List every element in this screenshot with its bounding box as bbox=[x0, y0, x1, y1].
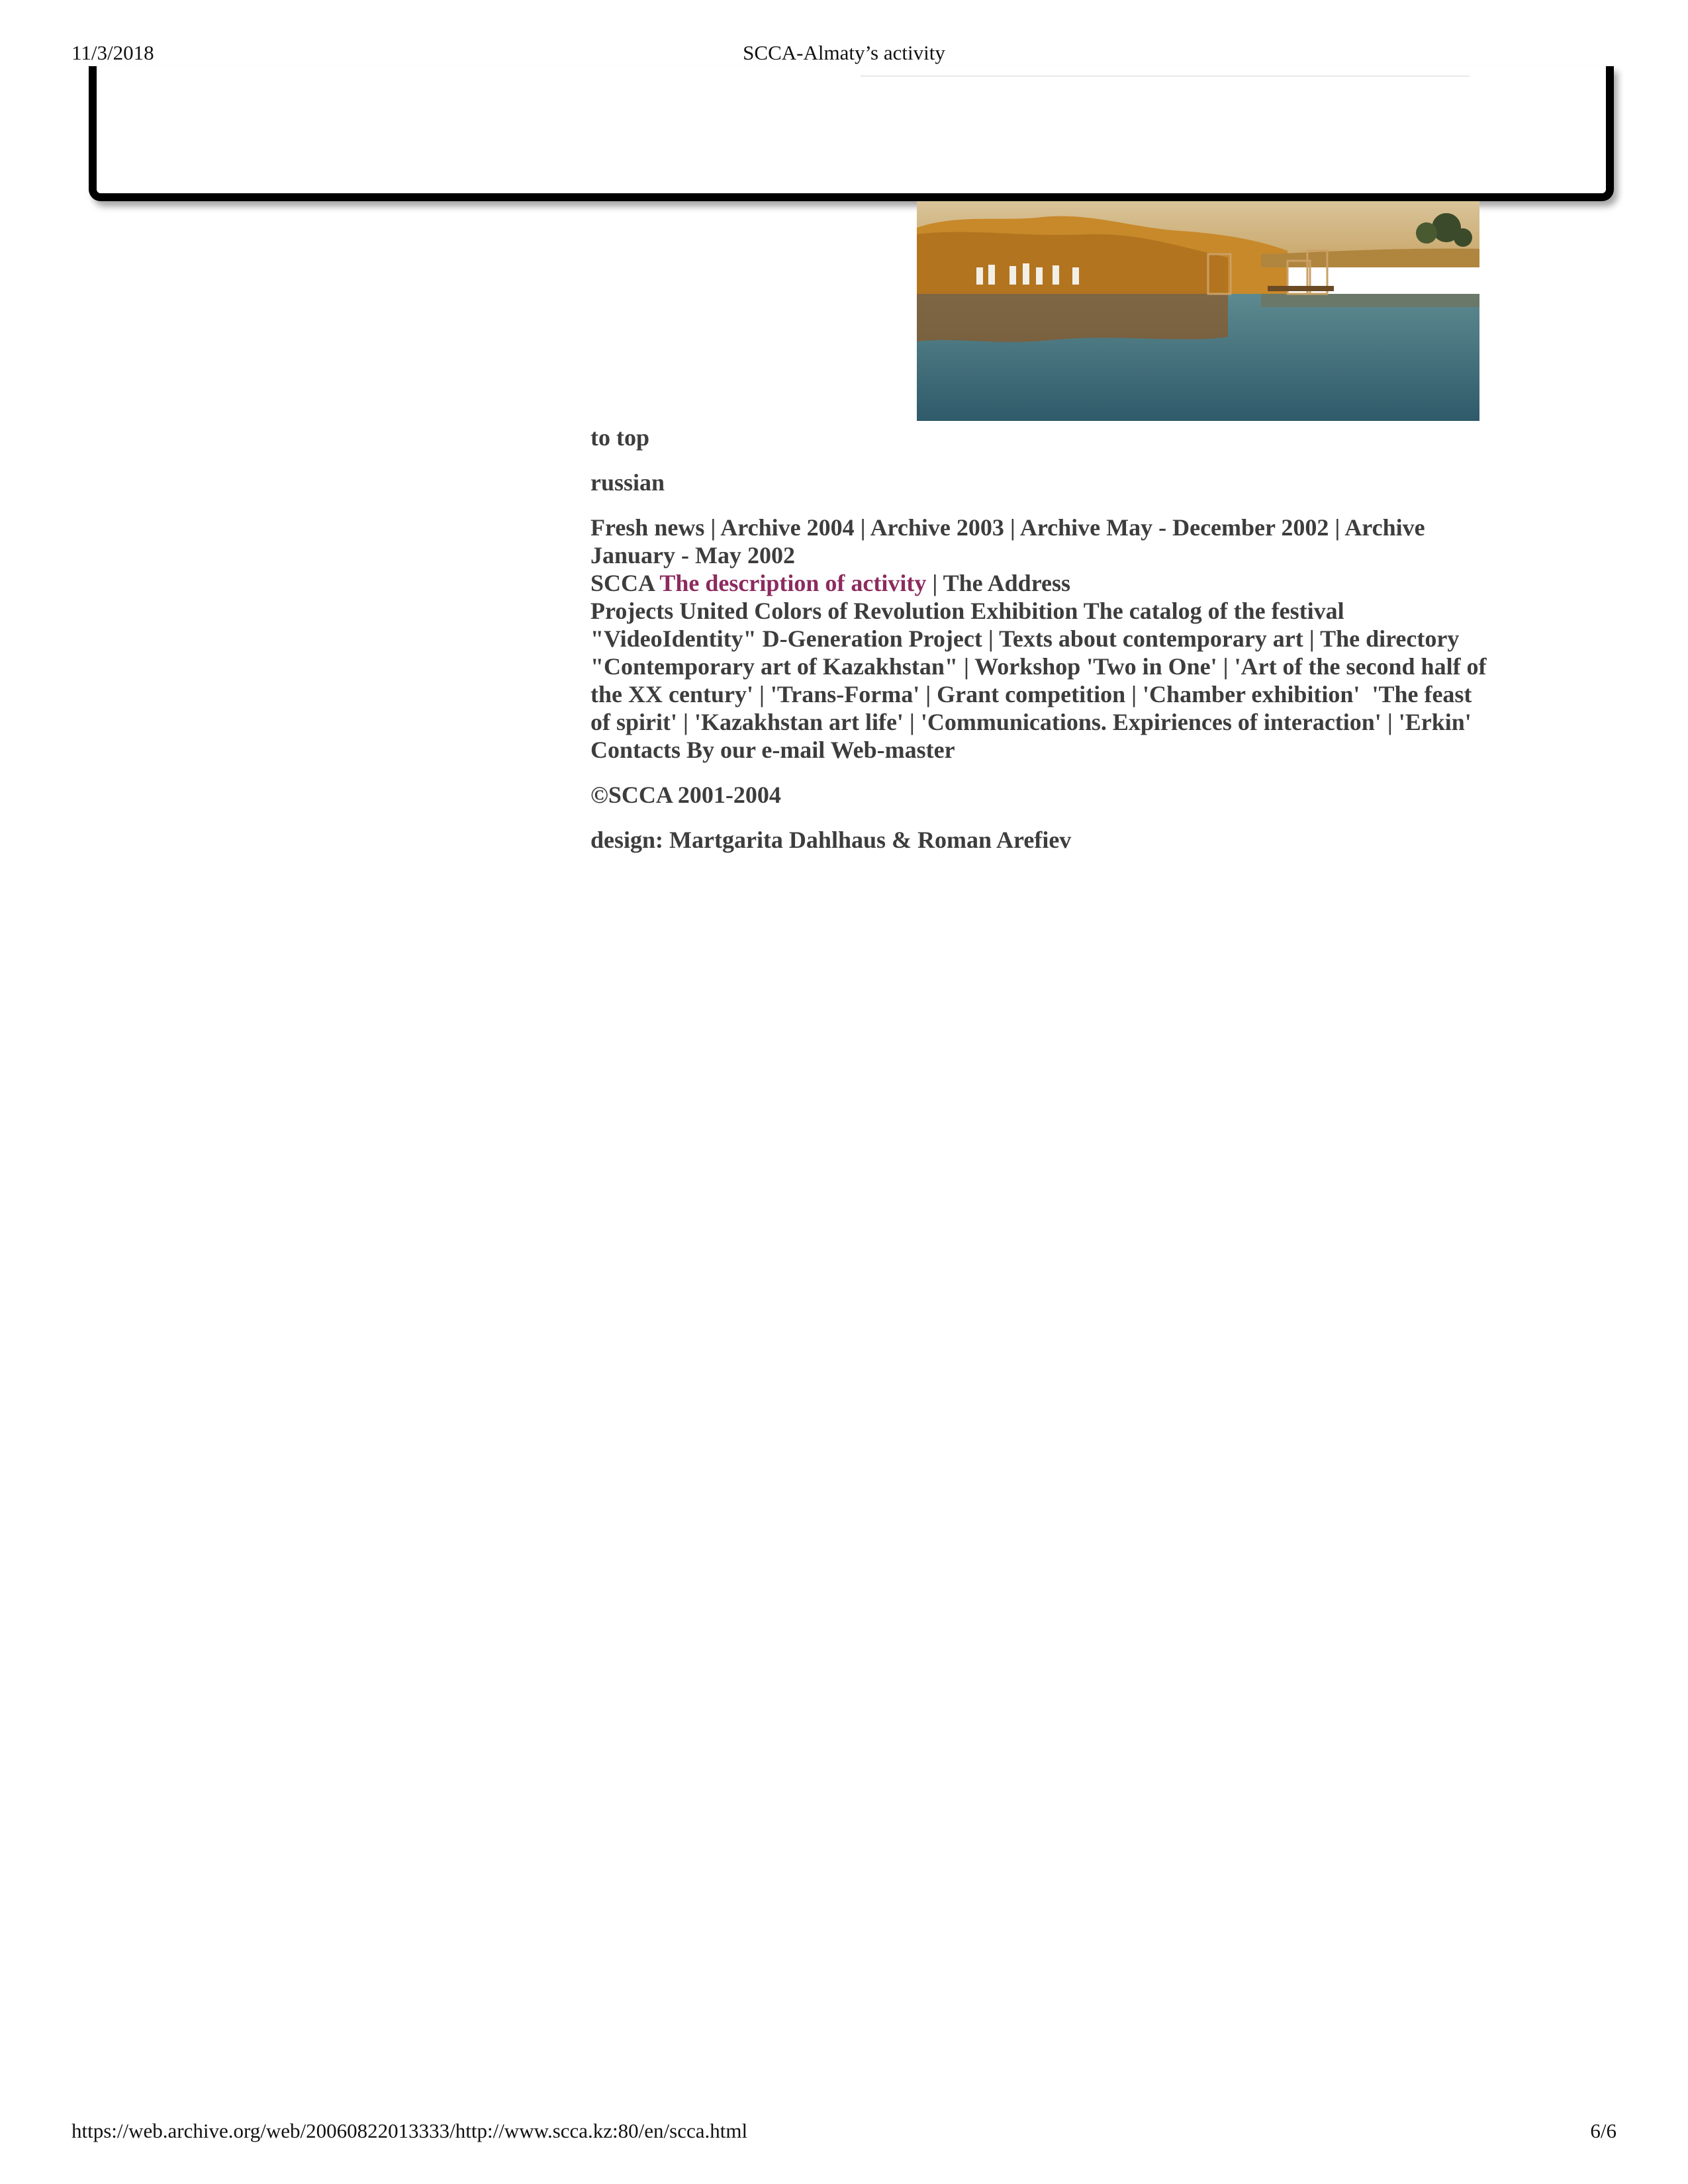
separator: | bbox=[704, 514, 721, 541]
separator: | bbox=[854, 514, 870, 541]
d-generation-link[interactable]: D-Generation Project bbox=[762, 625, 982, 652]
kazakhstan-art-life-link[interactable]: 'Kazakhstan art life' bbox=[694, 709, 904, 735]
projects-label: Projects bbox=[590, 598, 674, 624]
separator: | bbox=[982, 625, 1000, 652]
chamber-exhibition-link[interactable]: 'Chamber exhibition' bbox=[1143, 681, 1360, 707]
ucr-exhibition-link[interactable]: United Colors of Revolution Exhibition bbox=[679, 598, 1078, 624]
feast-of-spirit-link[interactable]: 'The feast of spirit' bbox=[590, 681, 1472, 735]
erkin-link[interactable]: 'Erkin' bbox=[1398, 709, 1472, 735]
separator: | bbox=[1004, 514, 1020, 541]
top-frame bbox=[89, 66, 1614, 201]
art-xx-century-link[interactable]: 'Art of the second half of the XX century' bbox=[590, 653, 1487, 707]
separator: | bbox=[1125, 681, 1143, 707]
print-footer-url: https://web.archive.org/web/20060822013333/http://www.scca.kz:80/en/scca.html bbox=[71, 2119, 748, 2142]
trans-forma-link[interactable]: 'Trans-Forma' bbox=[770, 681, 920, 707]
communications-link[interactable]: 'Communications. Expiriences of interaction' bbox=[920, 709, 1382, 735]
copyright: ©SCCA 2001-2004 bbox=[590, 782, 781, 808]
texts-link[interactable]: Texts about contemporary art bbox=[999, 625, 1303, 652]
workshop-link[interactable]: Workshop 'Two in One' bbox=[974, 653, 1217, 680]
print-header-date: 11/3/2018 bbox=[71, 41, 154, 64]
separator: | bbox=[1381, 709, 1399, 735]
separator: | bbox=[1303, 625, 1321, 652]
main-content bbox=[590, 424, 1497, 854]
address-link[interactable]: The Address bbox=[943, 570, 1071, 596]
webmaster-link[interactable]: Web-master bbox=[830, 737, 955, 763]
archive-nav bbox=[590, 514, 1497, 764]
top-frame-divider bbox=[861, 75, 1470, 77]
scca-label: SCCA bbox=[590, 570, 655, 596]
separator: | bbox=[677, 709, 694, 735]
videoidentity-catalog-link[interactable]: The catalog of the festival "VideoIdentity" bbox=[590, 598, 1344, 652]
archive-jan-may-2002-link[interactable]: Archive January - May 2002 bbox=[590, 514, 1425, 569]
description-of-activity-link[interactable]: The description of activity bbox=[659, 570, 927, 596]
email-link[interactable]: By our e-mail bbox=[686, 737, 825, 763]
archive-2003-link[interactable]: Archive 2003 bbox=[870, 514, 1004, 541]
russian-link[interactable]: russian bbox=[590, 469, 665, 496]
contacts-label: Contacts bbox=[590, 737, 680, 763]
print-footer-page-number: 6/6 bbox=[1590, 2119, 1617, 2142]
separator: | bbox=[957, 653, 975, 680]
design-credit: design: Martgarita Dahlhaus & Roman Arefiev bbox=[590, 827, 1072, 853]
directory-link[interactable]: The directory "Contemporary art of Kazakhstan" bbox=[590, 625, 1460, 680]
print-header-title: SCCA-Almaty’s activity bbox=[743, 41, 945, 64]
separator: | bbox=[753, 681, 771, 707]
archive-2004-link[interactable]: Archive 2004 bbox=[720, 514, 855, 541]
separator: | bbox=[903, 709, 921, 735]
to-top-link[interactable]: to top bbox=[590, 424, 649, 451]
river-landscape-photo bbox=[917, 201, 1479, 421]
separator: | bbox=[1329, 514, 1345, 541]
separator: | bbox=[919, 681, 937, 707]
separator: | bbox=[1217, 653, 1235, 680]
grant-competition-link[interactable]: Grant competition bbox=[937, 681, 1126, 707]
fresh-news-link[interactable]: Fresh news bbox=[590, 514, 705, 541]
archive-may-dec-2002-link[interactable]: Archive May - December 2002 bbox=[1019, 514, 1329, 541]
separator: | bbox=[926, 570, 943, 596]
